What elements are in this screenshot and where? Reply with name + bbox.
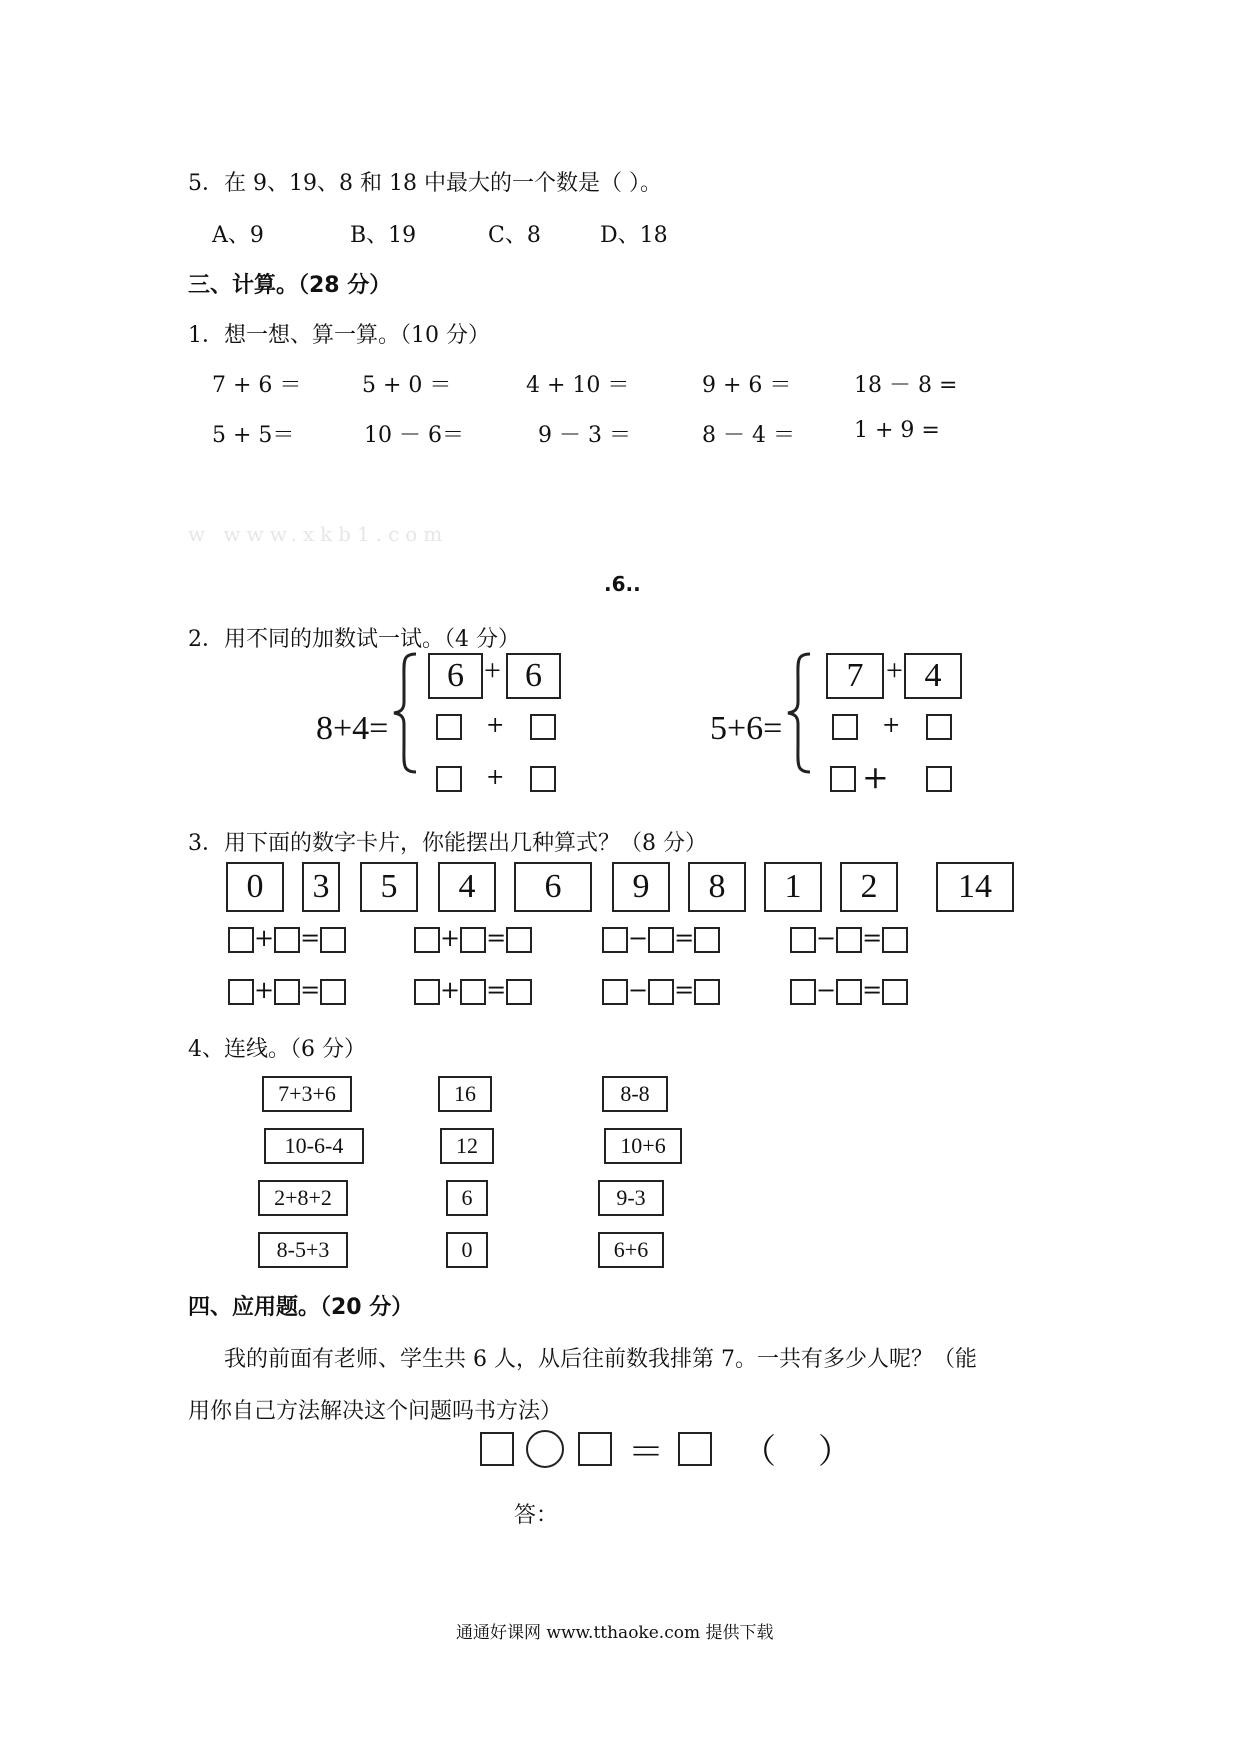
answer-unit-open: （ — [742, 1432, 776, 1472]
q2-left-r2-blank-a[interactable] — [436, 714, 462, 740]
match-mid-2[interactable]: 12 — [440, 1128, 494, 1164]
match-left-2[interactable]: 10-6-4 — [264, 1128, 364, 1164]
q2-right-r2-blank-b[interactable] — [926, 714, 952, 740]
blank[interactable] — [602, 979, 628, 1005]
q1-r2-c1: 5 + 5＝ — [212, 423, 295, 448]
eq: = — [862, 924, 883, 952]
q3-title: 3．用下面的数字卡片，你能摆出几种算式？（8 分） — [188, 831, 707, 856]
number-card-3[interactable]: 3 — [302, 862, 340, 912]
blank[interactable] — [790, 979, 816, 1005]
match-right-3[interactable]: 9-3 — [598, 1180, 664, 1216]
blank[interactable] — [648, 927, 674, 953]
q1-r2-c5: 1 + 9 = — [854, 418, 940, 443]
eq: = — [674, 976, 695, 1004]
match-left-1[interactable]: 7+3+6 — [262, 1076, 352, 1112]
op: + — [254, 976, 275, 1004]
word-problem-line1: 我的前面有老师、学生共 6 人，从后往前数我排第 7。一共有多少人呢？（能 — [224, 1347, 977, 1372]
answer-result-blank[interactable] — [678, 1432, 712, 1466]
q3-eq-r2-2 — [414, 976, 532, 1005]
number-card-1[interactable]: 1 — [764, 862, 822, 912]
q2-right-plus: + — [886, 654, 903, 687]
blank[interactable] — [648, 979, 674, 1005]
number-card-4[interactable]: 4 — [438, 862, 496, 912]
blank[interactable] — [836, 979, 862, 1005]
page-number: .6.. — [604, 572, 641, 596]
op: + — [254, 924, 275, 952]
answer-unit-close: ） — [818, 1432, 852, 1472]
answer-equals: ＝ — [628, 1432, 665, 1473]
q2-left-r3-blank-b[interactable] — [530, 766, 556, 792]
match-left-3[interactable]: 2+8+2 — [258, 1180, 348, 1216]
q3-eq-r2-1 — [228, 976, 346, 1005]
q2-left-box-b: 6 — [506, 653, 561, 699]
blank[interactable] — [228, 979, 254, 1005]
blank[interactable] — [320, 927, 346, 953]
q2-left-r2-blank-b[interactable] — [530, 714, 556, 740]
blank[interactable] — [602, 927, 628, 953]
number-card-9[interactable]: 9 — [612, 862, 670, 912]
q1-r2-c4: 8 － 4 ＝ — [702, 423, 795, 448]
answer-blank-1[interactable] — [480, 1432, 514, 1466]
q3-eq-r1-1 — [228, 924, 346, 953]
op: − — [816, 924, 837, 952]
q3-eq-r2-4 — [790, 976, 908, 1005]
blank[interactable] — [506, 927, 532, 953]
eq: = — [862, 976, 883, 1004]
q1-r1-c2: 5 + 0 ＝ — [362, 373, 452, 398]
op: − — [628, 924, 649, 952]
eq: = — [674, 924, 695, 952]
q2-right-brace — [786, 652, 814, 774]
q2-left-expression: 8+4= — [316, 710, 389, 747]
section4-heading: 四、应用题。（20 分） — [188, 1295, 414, 1320]
blank[interactable] — [790, 927, 816, 953]
q2-right-r2-blank-a[interactable] — [832, 714, 858, 740]
answer-label: 答： — [514, 1503, 559, 1528]
match-right-4[interactable]: 6+6 — [598, 1232, 664, 1268]
watermark: w www.xkb1.com — [188, 522, 449, 546]
match-mid-1[interactable]: 16 — [438, 1076, 492, 1112]
q2-right-r3-blank-b[interactable] — [926, 766, 952, 792]
answer-operator-circle[interactable] — [526, 1430, 564, 1468]
blank[interactable] — [882, 979, 908, 1005]
q2-left-r3-plus: + — [486, 765, 505, 790]
q1-r1-c3: 4 + 10 ＝ — [526, 373, 630, 398]
q5-option-b: B、19 — [350, 223, 417, 248]
eq: = — [486, 976, 507, 1004]
q3-eq-r1-4 — [790, 924, 908, 953]
q1-r1-c1: 7 + 6 ＝ — [212, 373, 302, 398]
eq: = — [486, 924, 507, 952]
blank[interactable] — [882, 927, 908, 953]
op: − — [628, 976, 649, 1004]
q1-r2-c2: 10 － 6＝ — [364, 423, 464, 448]
q1-r1-c4: 9 + 6 ＝ — [702, 373, 792, 398]
blank[interactable] — [836, 927, 862, 953]
number-card-5[interactable]: 5 — [360, 862, 418, 912]
blank[interactable] — [694, 927, 720, 953]
eq: = — [300, 976, 321, 1004]
q5-option-a: A、9 — [212, 223, 264, 248]
blank[interactable] — [506, 979, 532, 1005]
match-right-2[interactable]: 10+6 — [604, 1128, 682, 1164]
blank[interactable] — [320, 979, 346, 1005]
q3-eq-r1-3 — [602, 924, 720, 953]
q2-left-r3-blank-a[interactable] — [436, 766, 462, 792]
op: + — [440, 924, 461, 952]
eq: = — [300, 924, 321, 952]
q2-right-box-b: 4 — [904, 653, 962, 699]
q3-eq-r2-3 — [602, 976, 720, 1005]
op: − — [816, 976, 837, 1004]
q1-r1-c5: 18 － 8 = — [854, 373, 958, 398]
q1-r2-c3: 9 － 3 ＝ — [538, 423, 631, 448]
number-card-0[interactable]: 0 — [226, 862, 284, 912]
q2-right-r3-blank-a[interactable] — [830, 766, 856, 792]
q2-left-r2-plus: + — [486, 713, 505, 738]
q2-title: 2．用不同的加数试一试。（4 分） — [188, 627, 520, 652]
q2-left-plus: + — [484, 654, 501, 687]
blank[interactable] — [460, 979, 486, 1005]
q5-option-d: D、18 — [600, 223, 668, 248]
q5-option-c: C、8 — [488, 223, 541, 248]
blank[interactable] — [228, 927, 254, 953]
op: + — [440, 976, 461, 1004]
blank[interactable] — [414, 979, 440, 1005]
number-card-2[interactable]: 2 — [840, 862, 898, 912]
blank[interactable] — [274, 979, 300, 1005]
q3-eq-r1-2 — [414, 924, 532, 953]
number-card-6[interactable]: 6 — [514, 862, 592, 912]
q2-right-r3-plus: + — [862, 758, 889, 796]
blank[interactable] — [694, 979, 720, 1005]
q2-right-r2-plus: + — [882, 713, 901, 738]
answer-blank-2[interactable] — [578, 1432, 612, 1466]
number-card-14[interactable]: 14 — [936, 862, 1014, 912]
match-right-1[interactable]: 8-8 — [602, 1076, 668, 1112]
number-card-8[interactable]: 8 — [688, 862, 746, 912]
q2-right-box-a: 7 — [826, 653, 884, 699]
q4-title: 4、连线。（6 分） — [188, 1037, 366, 1062]
match-mid-4[interactable]: 0 — [446, 1232, 488, 1268]
match-left-4[interactable]: 8-5+3 — [258, 1232, 348, 1268]
match-mid-3[interactable]: 6 — [446, 1180, 488, 1216]
blank[interactable] — [274, 927, 300, 953]
q2-left-brace — [392, 652, 420, 774]
q2-right-expression: 5+6= — [710, 710, 783, 747]
q2-left-box-a: 6 — [428, 653, 483, 699]
blank[interactable] — [460, 927, 486, 953]
q5-stem: 5．在 9、19、8 和 18 中最大的一个数是（ ）。 — [188, 171, 662, 196]
q1-title: 1．想一想、算一算。（10 分） — [188, 323, 490, 348]
section3-heading: 三、计算。（28 分） — [188, 273, 392, 298]
word-problem-line2: 用你自己方法解决这个问题吗书方法） — [188, 1399, 563, 1424]
footer-credit: 通通好课网 www.tthaoke.com 提供下载 — [456, 1623, 774, 1643]
blank[interactable] — [414, 927, 440, 953]
